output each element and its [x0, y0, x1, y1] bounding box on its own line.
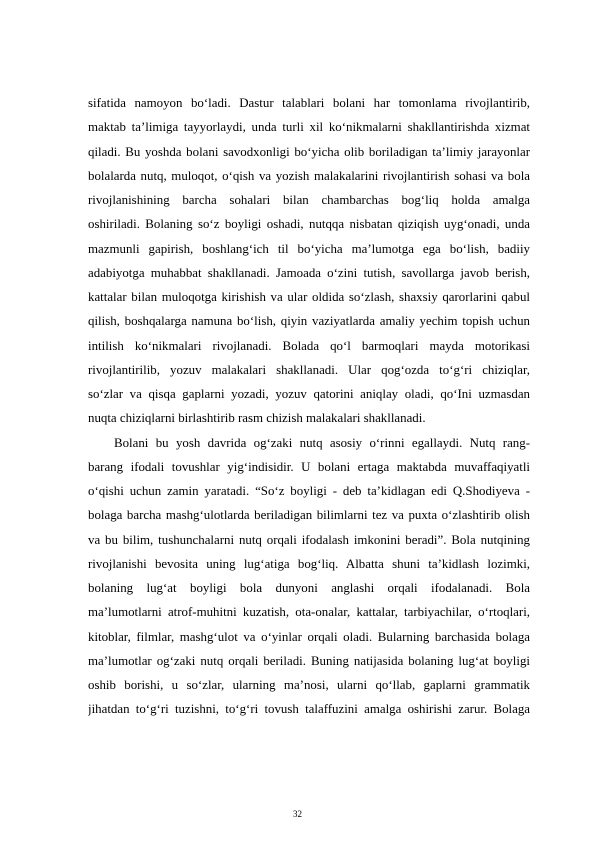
text-line: kitoblar, filmlar, mashgʻulot va oʻyinlar orqali oladi. Bularning barchasida bolaga — [88, 629, 530, 644]
text-line: intilish koʻnikmalari rivojlanadi. Bolada qoʻl barmoqlari mayda motorikasi — [88, 338, 530, 353]
text-line: oshib borishi, u soʻzlar, ularning maʼnosi, ularni qoʻllab, gaplarni grammatik — [88, 678, 530, 692]
text-line: kattalar bilan muloqotga kirishish va ular oldida soʻzlash, shaxsiy qarorlarini qabul — [88, 290, 530, 304]
paragraph-1 — [88, 91, 530, 431]
text-line: qiladi. Bu yoshda bolani savodxonligi boʻyicha olib boriladigan taʼlimiy jarayonlar — [88, 144, 530, 159]
text-line: maktab taʼlimiga tayyorlaydi, unda turli xil koʻnikmalarni shakllantirishda xizmat — [88, 120, 530, 135]
text-line: adabiyotga muhabbat shakllanadi. Jamoada oʻzini tutish, savollarga javob berish, — [88, 265, 530, 280]
text-line: rivojlanishi bevosita uning lugʻatiga bogʻliq. Albatta shuni taʼkidlash lozimki, — [88, 556, 530, 571]
text-line: rivojlantirilib, yozuv malakalari shakllanadi. Ular qogʻozda toʻgʻri chiziqlar, — [88, 362, 530, 377]
text-line: oshiriladi. Bolaning soʻz boyligi oshadi, nutqqa nisbatan qiziqish uygʻonadi, unda — [88, 217, 530, 232]
text-line: bolaning lugʻat boyligi bola dunyoni anglashi orqali ifodalanadi. Bola — [88, 581, 530, 595]
text-line: barang ifodali tovushlar yigʻindisidir. U bolani ertaga maktabda muvaffaqiyatli — [88, 459, 530, 474]
text-line: Bolani bu yosh davrida ogʻzaki nutq asosiy oʻrinni egallaydi. Nutq rang- — [114, 435, 530, 450]
text-line: maʼlumotlarni atrof-muhitni kuzatish, ota-onalar, kattalar, tarbiyachilar, oʻrtoqlari, — [88, 605, 530, 620]
text-line: rivojlanishining barcha sohalari bilan chambarchas bogʻliq holda amalga — [88, 193, 530, 207]
paragraph-2 — [88, 431, 530, 722]
text-line: maʼlumotlar ogʻzaki nutq orqali beriladi. Buning natijasida bolaning lugʻat boyligi — [88, 653, 530, 668]
document-body — [88, 91, 530, 722]
text-line: sifatida namoyon boʻladi. Dastur talablari bolani har tomonlama rivojlantirib, — [88, 96, 530, 110]
text-line: nuqta chiziqlarni birlashtirib rasm chizish malakalari shakllanadi. — [88, 411, 426, 426]
text-line: bolalarda nutq, muloqot, oʻqish va yozish malakalarini rivojlantirish sohasi va bola — [88, 168, 530, 183]
text-line: soʻzlar va qisqa gaplarni yozadi, yozuv qatorini aniqlay oladi, qoʻIni uzmasdan — [88, 387, 530, 401]
text-line: bolaga barcha mashgʻulotlarda beriladigan bilimlarni tez va puxta oʻzlashtirib olish — [88, 508, 530, 523]
page-number: 32 — [293, 809, 302, 819]
text-line: jihatdan toʻgʻri tuzishni, toʻgʻri tovush talaffuzini amalga oshirishi zarur. Bolaga — [88, 702, 530, 717]
text-line: mazmunli gapirish, boshlangʻich til boʻyicha maʼlumotga ega boʻlish, badiiy — [88, 241, 530, 256]
text-line: qilish, boshqalarga namuna boʻlish, qiyin vaziyatlarda amaliy yechim topish uchun — [88, 314, 530, 329]
text-line: oʻqishi uchun zamin yaratadi. “Soʻz boyligi - deb taʼkidlagan edi Q.Shodiyeva - — [88, 484, 530, 498]
text-line: va bu bilim, tushunchalarni nutq orqali ifodalash imkonini beradi”. Bola nutqining — [88, 532, 530, 547]
